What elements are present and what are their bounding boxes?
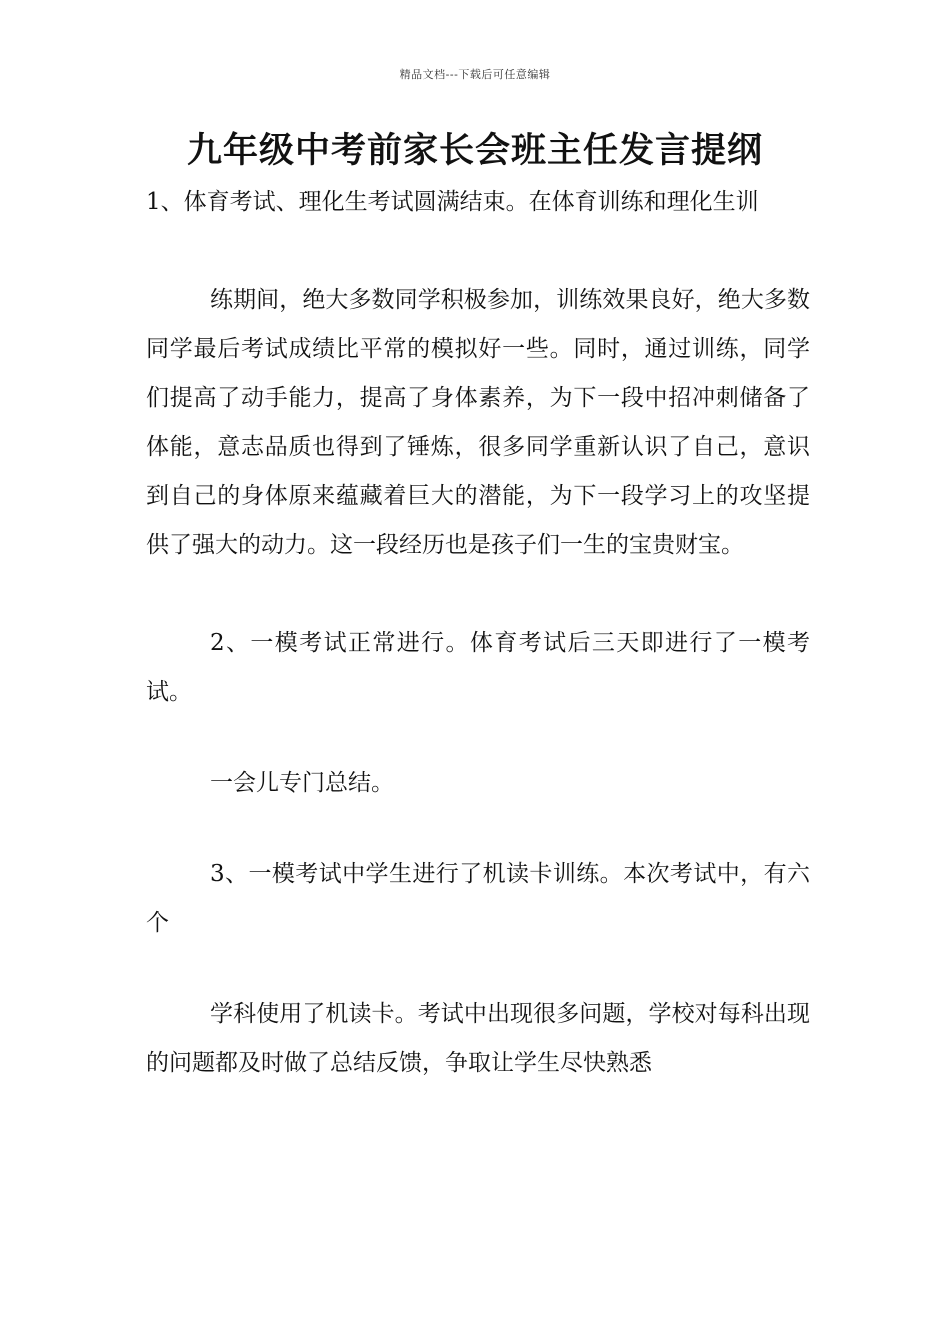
document-title: 九年级中考前家长会班主任发言提纲 bbox=[186, 130, 763, 171]
document-body bbox=[146, 178, 810, 1088]
paragraph-3: 2、一模考试正常进行。体育考试后三天即进行了一模考试。 bbox=[146, 630, 810, 705]
paragraph-2: 练期间，绝大多数同学积极参加，训练效果良好，绝大多数同学最后考试成绩比平常的模拟好一些。同时，通过训练，同学们提高了动手能力，提高了身体素养，为下一段中招冲刺储备了体能，意志品质也得到了锤炼，很多同学重新认识了自己，意识到自己的身体原来蕴藏着巨大的潜能，为下一段学习上的攻坚提供了强大的动力。这一段经历也是孩子们一生的宝贵财宝。 bbox=[146, 287, 810, 558]
paragraph-6: 学科使用了机读卡。考试中出现很多问题，学校对每科出现的问题都及时做了总结反馈，争取让学生尽快熟悉 bbox=[146, 1001, 810, 1076]
paragraph-4: 一会儿专门总结。 bbox=[210, 770, 394, 796]
page-header-note: 精品文档---下载后可任意编辑 bbox=[399, 68, 551, 81]
paragraph-1: 1、体育考试、理化生考试圆满结束。在体育训练和理化生训 bbox=[146, 189, 759, 215]
paragraph-5: 3、一模考试中学生进行了机读卡训练。本次考试中，有六个 bbox=[146, 861, 810, 936]
